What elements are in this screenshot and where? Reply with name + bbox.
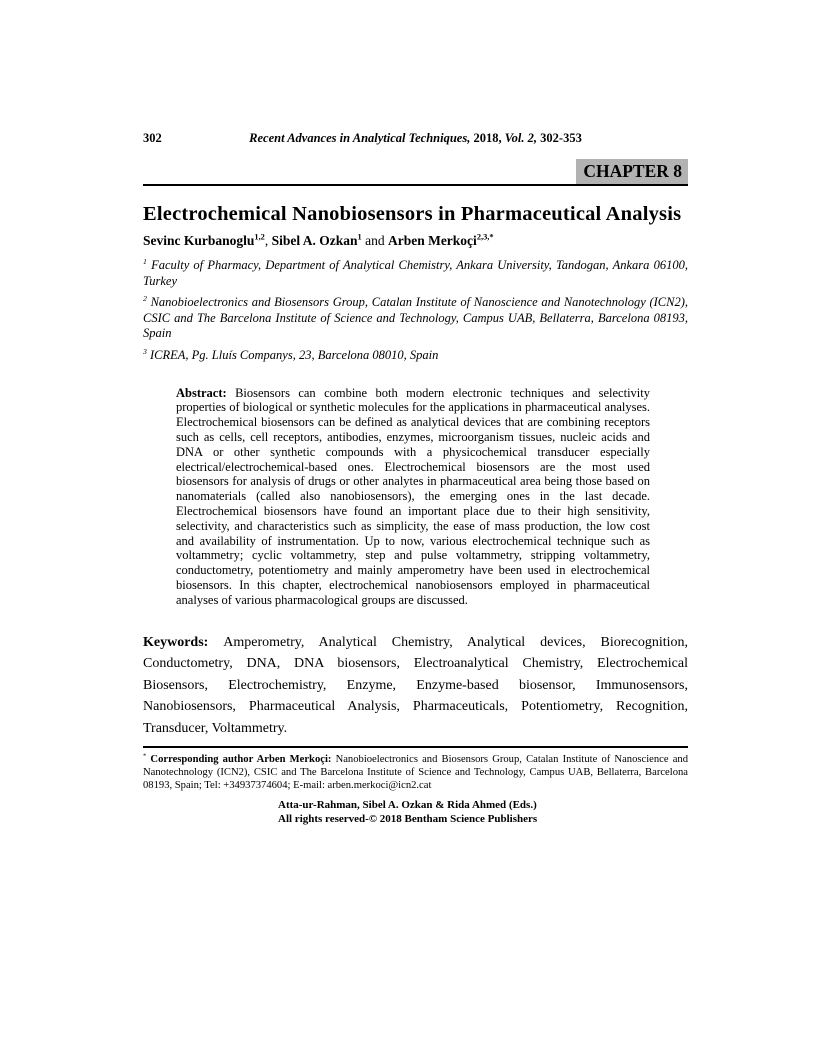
footnote-marker: * (143, 752, 147, 760)
page-number: 302 (143, 131, 162, 145)
affiliation-text: Nanobioelectronics and Biosensors Group, Catalan Institute of Nanoscience and Nanotechnology (ICN2), CSIC and The Barcelona Institute of Science and Technology, Campus UAB, Bellaterra, Barcelona 08193, Spain (143, 295, 688, 341)
abstract-text: Biosensors can combine both modern electronic techniques and selectivity properties of biological or synthetic molecules for the applications in pharmaceutical analyses. Electrochemical biosensors can be defined as analytical devices that are combining receptors such as cells, cell receptors, antibodies, enzymes, microorganism tissues, nucleic acids and DNA or other synthetic compounds with a physicochemical transducer especially electrical/electrochemical-based ones. Electrochemical biosensors are the most used biosensors for analysis of drugs or other analytes in pharmaceutical area being those based on nanomaterials (called also nanobiosensors), the emerging ones in the last decade. Electrochemical biosensors have found an important place due to their high sensitivity, selectivity, and characteristics such as simplicity, the ease of mass production, the low cost and availability of instrumentation. Up to now, various electrochemical technique such as voltammetry; cyclic voltammetry, step and pulse voltammetry, stripping voltammetry, conductometry, potentiometry and mainly amperometry have been used in electrochemical biosensors. In this chapter, electrochemical nanobiosensors employed in pharmaceutical analyses of various pharmacological groups are discussed. (176, 385, 650, 607)
abstract-block (176, 386, 650, 608)
author-name: Arben Merkoçi$^{2,3,*}$ (387, 232, 494, 248)
footnote-label: Corresponding author Arben Merkoçi: (146, 754, 336, 766)
journal-reference (213, 131, 618, 146)
footnote-text: Nanobioelectronics and Biosensors Group, Catalan Institute of Nanoscience and Nanotechnology (ICN2), CSIC and The Barcelona Institute of Science and Technology, Campus UAB, Bellaterra, Barcelona 08193, Spain; Tel: +34937374604; E-mail: arben.merkoci@icn2.cat (143, 754, 688, 792)
author-separator: , (264, 233, 272, 248)
footer-copyright-line: All rights reserved-© 2018 Bentham Science Publishers (278, 812, 538, 825)
keywords-label: Keywords: (143, 634, 224, 650)
author-superscript: 2,3,* (476, 232, 494, 242)
page-header (143, 131, 688, 146)
affiliations-list (143, 258, 688, 364)
journal-volume: Vol. 2, (504, 131, 541, 145)
journal-name: Recent Advances in Analytical Techniques, (249, 131, 474, 145)
authors-line (143, 233, 688, 249)
chapter-title: Electrochemical Nanobiosensors in Pharmaceutical Analysis (143, 203, 682, 225)
chapter-rule (143, 159, 688, 186)
affiliation-item (143, 295, 688, 342)
abstract-label: Abstract: (176, 385, 236, 400)
affiliation-item (143, 258, 688, 289)
book-footer (278, 799, 688, 826)
chapter-badge: CHAPTER 8 (576, 159, 688, 184)
journal-pages: 302-353 (540, 131, 582, 145)
affiliation-item (143, 348, 688, 364)
affiliation-superscript: 3 (143, 346, 147, 356)
author-superscript: 1 (357, 232, 362, 242)
journal-year: 2018, (473, 131, 505, 145)
author-name: Sibel A. Ozkan$^1$ (271, 232, 362, 248)
affiliation-superscript: 2 (143, 294, 147, 304)
affiliation-text: Faculty of Pharmacy, Department of Analytical Chemistry, Ankara University, Tandogan, Ankara 06100, Turkey (143, 258, 688, 288)
author-separator: and (361, 233, 388, 248)
footnote-block (143, 746, 688, 792)
keywords-block (143, 632, 688, 740)
keywords-text: Amperometry, Analytical Chemistry, Analytical devices, Biorecognition, Conductometry, DNA, DNA biosensors, Electroanalytical Chemistry, Electrochemical Biosensors, Electrochemistry, Enzyme, Enzyme-based biosensor, Immunosensors, Nanobiosensors, Pharmaceutical Analysis, Pharmaceuticals, Potentiometry, Recognition, Transducer, Voltammetry. (143, 634, 688, 736)
affiliation-superscript: 1 (143, 256, 147, 266)
affiliation-text: ICREA, Pg. Lluís Companys, 23, Barcelona 08010, Spain (146, 347, 439, 362)
author-name: Sevinc Kurbanoglu$^{1,2}$ (143, 232, 265, 248)
footer-editors-line: Atta-ur-Rahman, Sibel A. Ozkan & Rida Ahmed (Eds.) (278, 799, 537, 812)
author-superscript: 1,2 (254, 232, 265, 242)
